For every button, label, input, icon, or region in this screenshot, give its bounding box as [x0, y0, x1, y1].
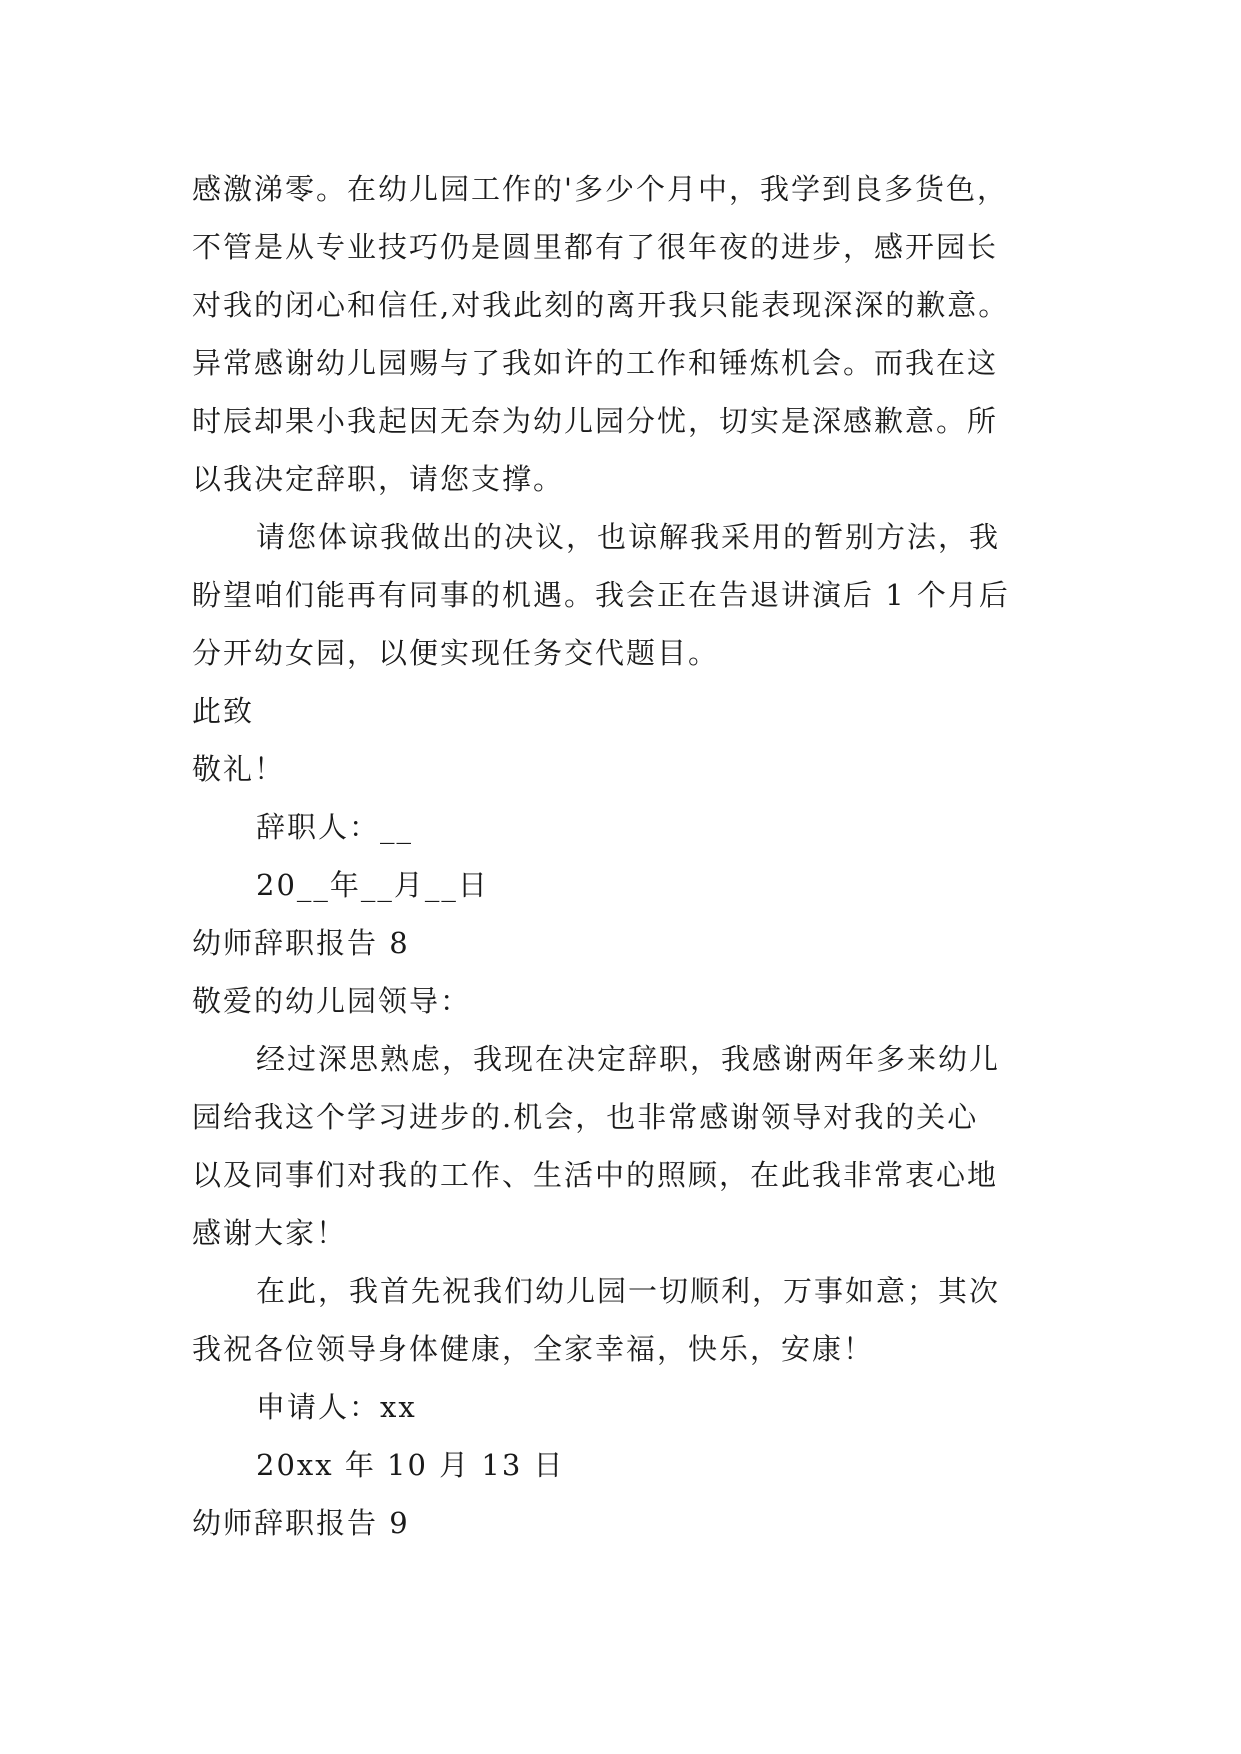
greeting-line: 敬爱的幼儿园领导： — [192, 984, 472, 1018]
paragraph-first-line: 在此，我首先祝我们幼儿园一切顺利，万事如意；其次 — [256, 1274, 1001, 1308]
body-line: 对我的闭心和信任,对我此刻的离开我只能表现深深的歉意。 — [192, 288, 1010, 322]
body-line: 异常感谢幼儿园赐与了我如许的工作和锤炼机会。而我在这 — [192, 346, 999, 380]
closing-regards: 敬礼！ — [192, 752, 286, 786]
date-line: 20xx 年 10 月 13 日 — [256, 1448, 565, 1482]
section-heading: 幼师辞职报告 9 — [192, 1506, 410, 1540]
date-line: 20__年__月__日 — [256, 868, 489, 902]
closing-salutation: 此致 — [192, 694, 255, 728]
signer-line: 辞职人：__ — [256, 810, 414, 844]
body-line: 以我决定辞职，请您支撑。 — [192, 462, 565, 496]
body-line: 不管是从专业技巧仍是圆里都有了很年夜的进步，感开园长 — [192, 230, 999, 264]
body-line: 我祝各位领导身体健康，全家幸福，快乐，安康！ — [192, 1332, 875, 1366]
section-heading: 幼师辞职报告 8 — [192, 926, 410, 960]
paragraph-first-line: 经过深思熟虑，我现在决定辞职，我感谢两年多来幼儿 — [256, 1042, 1001, 1076]
document-body — [192, 160, 1112, 1552]
body-line: 园给我这个学习进步的.机会，也非常感谢领导对我的关心 — [192, 1100, 979, 1134]
signer-line: 申请人：xx — [256, 1390, 417, 1424]
body-line: 时辰却果小我起因无奈为幼儿园分忧，切实是深感歉意。所 — [192, 404, 999, 438]
paragraph-first-line: 请您体谅我做出的决议，也谅解我采用的暂别方法，我 — [256, 520, 1001, 554]
body-line: 分开幼女园，以便实现任务交代题目。 — [192, 636, 720, 670]
body-line: 以及同事们对我的工作、生活中的照顾，在此我非常衷心地 — [192, 1158, 999, 1192]
body-line: 感谢大家！ — [192, 1216, 348, 1250]
body-line: 感激涕零。在幼儿园工作的'多少个月中，我学到良多货色， — [192, 172, 1008, 206]
body-line: 盼望咱们能再有同事的机遇。我会正在告退讲演后 1 个月后 — [192, 578, 1010, 612]
